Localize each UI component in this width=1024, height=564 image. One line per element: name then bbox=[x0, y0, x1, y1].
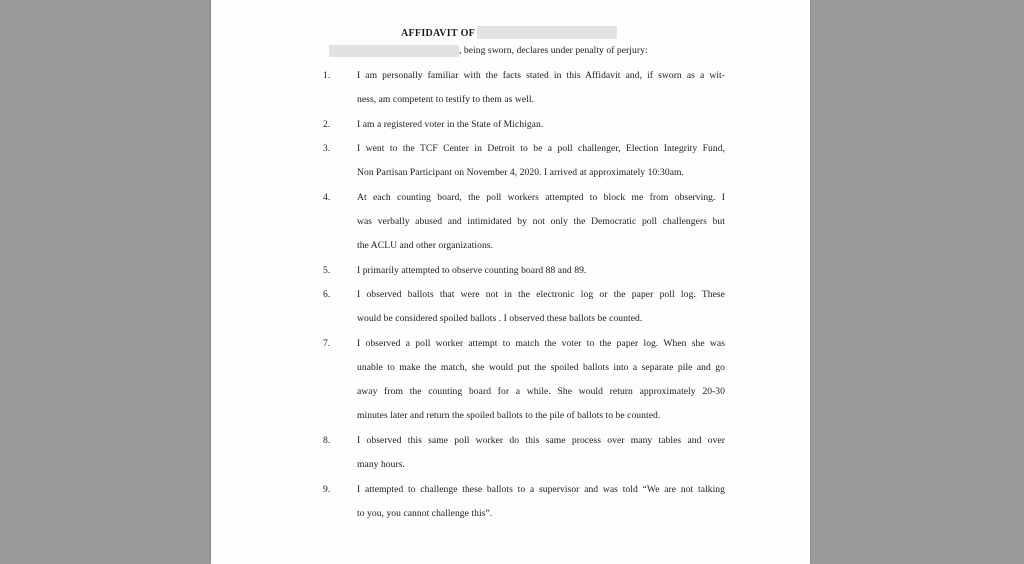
paragraph-line: the ACLU and other organizations. bbox=[357, 240, 494, 251]
paragraph-line: Non Partisan Participant on November 4, 2020. I arrived at approximately 10:30am. bbox=[357, 167, 684, 178]
paragraph-line: I observed this same poll worker do this same process over many tables and over bbox=[357, 435, 725, 446]
paragraph-line: At each counting board, the poll workers attempted to block me from observing. I bbox=[357, 192, 725, 203]
paragraph-number: 6. bbox=[323, 289, 331, 300]
affidavit-page bbox=[211, 0, 810, 564]
paragraph-line: I attempted to challenge these ballots to a supervisor and was told “We are not talking bbox=[357, 484, 725, 495]
paragraph-number: 4. bbox=[323, 192, 331, 203]
paragraph-number: 8. bbox=[323, 435, 331, 446]
paragraph-line: was verbally abused and intimidated by not only the Democratic poll challengers but bbox=[357, 216, 725, 227]
paragraph-line: minutes later and return the spoiled ballots to the pile of ballots to be counted. bbox=[357, 410, 661, 421]
sworn-statement: , being sworn, declares under penalty of perjury: bbox=[459, 45, 648, 56]
paragraph-number: 2. bbox=[323, 119, 331, 130]
paragraph-number: 5. bbox=[323, 265, 331, 276]
paragraph-line: would be considered spoiled ballots . I observed these ballots be counted. bbox=[357, 313, 643, 324]
paragraph-number: 9. bbox=[323, 484, 331, 495]
paragraph-number: 7. bbox=[323, 338, 331, 349]
paragraph-line: unable to make the match, she would put the spoiled ballots into a separate pile and go bbox=[357, 362, 725, 373]
redacted-name-block bbox=[329, 45, 459, 57]
paragraph-number: 3. bbox=[323, 143, 331, 154]
paragraph-line: many hours. bbox=[357, 459, 405, 470]
paragraph-line: I am personally familiar with the facts stated in this Affidavit and, if sworn as a wit- bbox=[357, 70, 725, 81]
paragraph-line: I observed a poll worker attempt to match the voter to the paper log. When she was bbox=[357, 338, 725, 349]
paragraph-line: ness, am competent to testify to them as well. bbox=[357, 94, 535, 105]
redacted-name-block bbox=[477, 26, 617, 39]
paragraph-line: I went to the TCF Center in Detroit to be a poll challenger, Election Integrity Fund, bbox=[357, 143, 725, 154]
paragraph-line: away from the counting board for a while. She would return approximately 20-30 bbox=[357, 386, 725, 397]
paragraph-line: to you, you cannot challenge this”. bbox=[357, 508, 493, 519]
affidavit-heading: AFFIDAVIT OF bbox=[401, 28, 476, 39]
paragraph-line: I observed ballots that were not in the electronic log or the paper poll log. These bbox=[357, 289, 725, 300]
paragraph-line: I primarily attempted to observe counting board 88 and 89. bbox=[357, 265, 587, 276]
paragraph-number: 1. bbox=[323, 70, 331, 81]
paragraph-line: I am a registered voter in the State of Michigan. bbox=[357, 119, 544, 130]
